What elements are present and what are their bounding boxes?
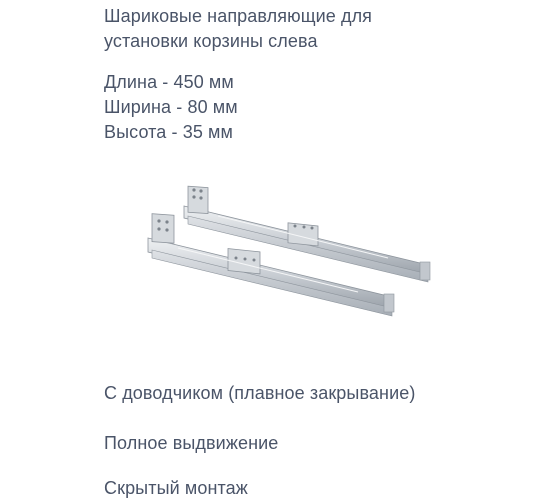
feature-soft-close: С доводчиком (плавное закрывание) bbox=[104, 383, 416, 403]
feature-hidden-mount: Скрытый монтаж bbox=[104, 478, 248, 498]
title-line: Шариковые направляющие для bbox=[104, 6, 373, 26]
title-line: установки корзины слева bbox=[104, 31, 318, 51]
spec-height: Высота - 35 мм bbox=[104, 122, 233, 142]
feature-full-extension: Полное выдвижение bbox=[104, 433, 279, 453]
product-title bbox=[104, 4, 372, 54]
spec-width: Ширина - 80 мм bbox=[104, 97, 238, 117]
spec-length: Длина - 450 мм bbox=[104, 72, 234, 92]
specs-list bbox=[104, 70, 238, 145]
drawer-slides-image bbox=[128, 176, 448, 332]
